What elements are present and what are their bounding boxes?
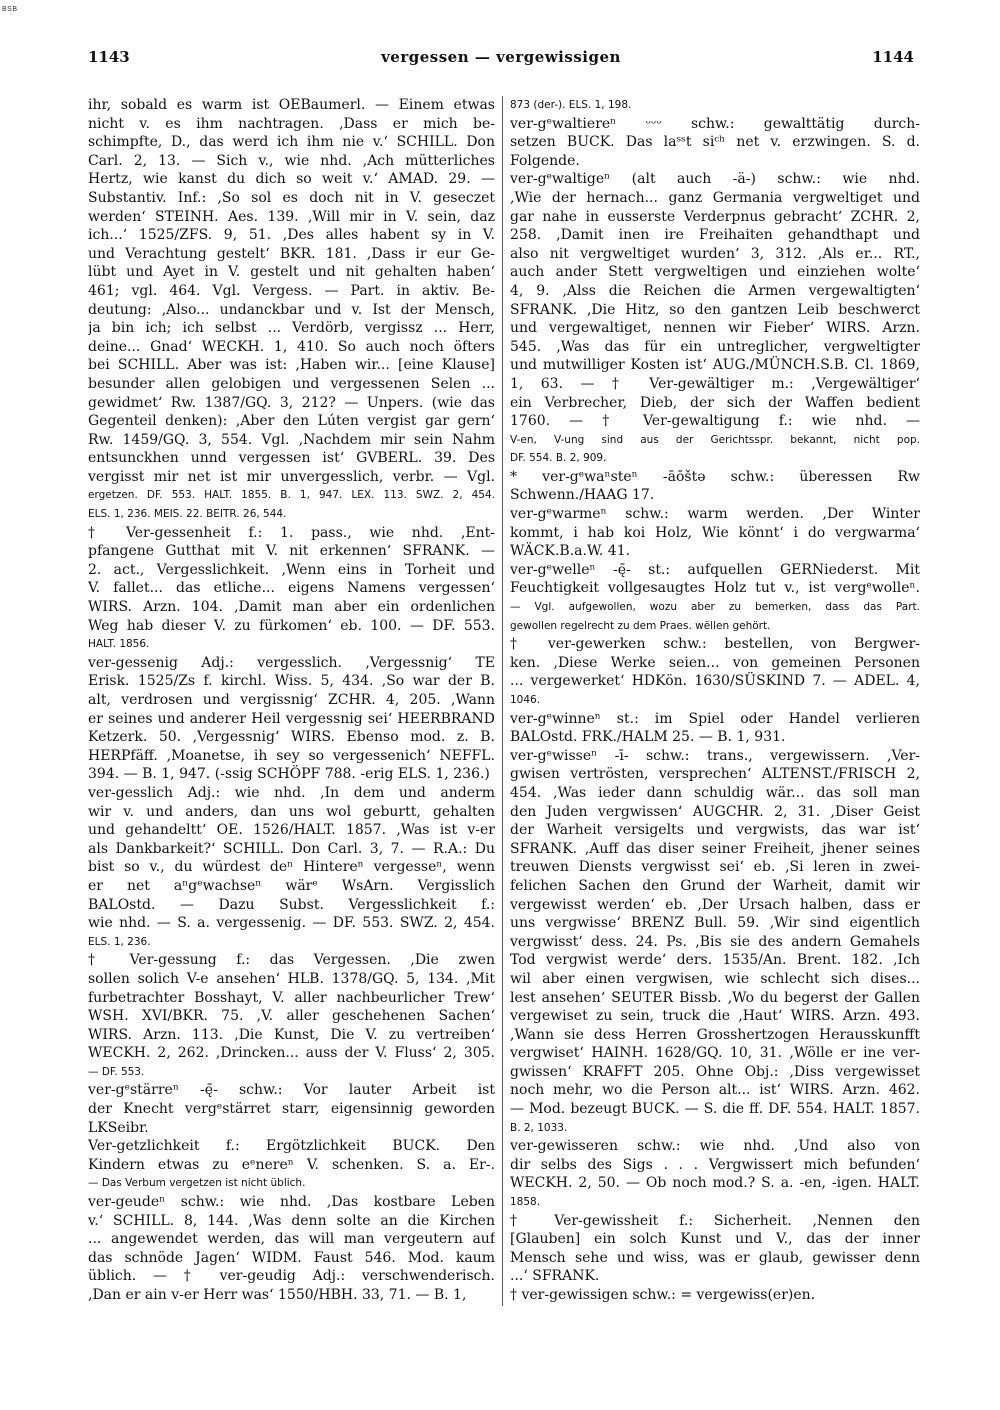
text-line: treuwen Diensts vergwisst sei‘ eb. ,Si leren in zwei- — [510, 859, 920, 876]
text-line: ver-gᵉwaltigeⁿ (alt auch -ä-) schw.: wie nhd. — [510, 171, 920, 188]
text-line: Ketzerk. 50. ,Vergessnig‘ WIRS. Ebenso mod. z. B. — [88, 729, 495, 746]
text-line: ver-gᵉwelleⁿ -ę̄- st.: aufquellen GERNiederst. Mit — [510, 561, 920, 578]
text-line: † ver-gewerken schw.: bestellen, von Bergwer- — [510, 636, 920, 653]
text-line: kommt, i hab koi Holz, Wie könnt‘ i do vergwarma‘ — [510, 524, 920, 541]
text-line: Ver-getzlichkeit f.: Ergötzlichkeit BUCK. Den — [88, 1138, 495, 1155]
text-line: alt, verdrosen und vergissnig‘ ZCHR. 4, 205. ,Wann — [88, 692, 495, 708]
text-line: er net aⁿgᵉwachseⁿ wärᵉ WsArn. Vergisslich — [88, 877, 495, 894]
text-line: besunder allen gelobigen und vergessenen Selen ... — [88, 375, 495, 392]
text-line: und gehandeltt‘ OE. 1526/HALT. 1857. ,Was ist v-er — [88, 822, 495, 839]
text-line: BALOstd. — Dazu Subst. Vergesslichkeit f.: — [88, 896, 495, 913]
text-line: HALT. 1856. — [88, 638, 150, 651]
text-line: vergewisst werden‘ eb. ,Der Ursach halben, dass er — [510, 896, 920, 913]
column-divider — [502, 96, 503, 1306]
text-line: ,Dan er ain v-er Herr was‘ 1550/HBH. 33, 71. — B. 1, — [88, 1287, 467, 1303]
text-line: schimpfte, D., das werd ich ihm nie v.‘ SCHILL. Don — [88, 134, 495, 151]
text-line: auch ander Stett vergweltigen und einziehen wolte‘ — [510, 264, 920, 281]
text-line: ELS. 1, 236. MEIS. 22. BEITR. 26, 544. — [88, 508, 287, 521]
text-line: HERPfäff. ,Moanetse, ih sey so vergessenich‘ NEFFL. — [88, 747, 495, 764]
text-line: ...‘ SFRANK. — [510, 1268, 600, 1285]
left-column — [88, 96, 495, 1305]
text-line: LKSeibr. — [88, 1119, 149, 1136]
text-line: wie nhd. — S. a. vergessenig. — DF. 553. SWZ. 2, 454. — [88, 915, 495, 932]
text-line: vergisst mir net ist mir unvergesslich, verbr. — Vgl. — [88, 468, 495, 485]
text-line: ihr, sobald es warm ist OEBaumerl. — Einem etwas — [88, 97, 495, 113]
text-line: Weg hab dieser V. zu fürkomen‘ eb. 100. — DF. 553. — [88, 617, 495, 634]
text-line: Tod vergwist werde‘ ders. 1535/An. Brent. 182. ,Ich — [510, 952, 920, 969]
text-line: wir v. und anders, dan uns wol geburtt, gehalten — [88, 803, 495, 820]
text-line: und Verachtung gestelt‘ BKR. 181. ,Dass ir eur Ge- — [88, 245, 495, 262]
text-line: ich...‘ 1525/ZFS. 9, 51. ,Des alles habent sy in V. — [88, 227, 495, 244]
text-line: DF. 554. B. 2, 909. — [510, 452, 607, 465]
text-line: uns vergwisse‘ BRENZ Bull. 59. ,Wir sind eigentlich — [510, 915, 920, 932]
text-line: also nit vergweltiget wurden‘ 3, 312. ,Als er... RT., — [510, 245, 920, 262]
text-line: den Juden vergwissen‘ AUGCHR. 2, 31. ,Diser Geist — [510, 803, 920, 820]
text-line: der Knecht vergᵉstärret starr, eigensinnig geworden — [88, 1101, 495, 1118]
text-line: deine... Gnad‘ WECKH. 1, 410. So auch noch öfters — [88, 338, 495, 355]
text-line: das schnöde Jagen‘ WIDM. Faust 546. Mod. kaum — [88, 1249, 495, 1266]
text-line: [Glauben] ein solch Kunst und V., das der inner — [510, 1231, 920, 1248]
text-line: lübt und Ayet in V. gestelt und nit gehalten haben‘ — [88, 264, 495, 281]
text-line: ken. ,Diese Werke seien... von gemeinen Personen — [510, 654, 920, 671]
text-line: Mensch sehe und wiss, was er glaub, gewisser denn — [510, 1249, 920, 1266]
running-title: vergessen — vergewissigen — [381, 48, 621, 66]
text-line: und mutwilliger Kosten ist‘ AUG./MÜNCH.S.B. Cl. 1869, — [510, 357, 920, 374]
text-line: WÄCK.B.a.W. 41. — [510, 543, 631, 560]
text-line: WSH. XVI/BKR. 75. ,V. aller geschehenen Sachen‘ — [88, 1008, 495, 1025]
text-line: SFRANK. ,Die Hitz, so den gantzen Leib beschwerct — [510, 301, 920, 318]
page-number-right: 1144 — [872, 48, 914, 66]
library-stamp: BSB — [2, 6, 18, 13]
text-line: Kindern etwas zu eᵉnereⁿ V. schenken. S. a. Er-. — [88, 1156, 495, 1173]
text-line: vergwisst‘ dess. 24. Ps. ,Bis sie des andern Gemahels — [510, 933, 920, 950]
text-line: vergewiset zu sein, truck die ‚Haut‘ WIRS. Arzn. 493. — [510, 1008, 920, 1025]
text-line: ein Verbrecher, Dieb, der sich der Waffen bedient — [510, 394, 920, 411]
text-line: 2. act., Vergesslichkeit. ,Wenn eins in Torheit und — [88, 561, 495, 578]
text-line: 461; vgl. 464. Vgl. Vergess. — Part. in aktiv. Be- — [88, 282, 495, 299]
text-line: bei SCHILL. Aber was ist: ,Haben wir... [eine Klause] — [88, 357, 495, 374]
text-line: † Ver-gessung f.: das Vergessen. ,Die zwen — [88, 952, 495, 969]
text-line: — Mod. bezeugt BUCK. — S. die ff. DF. 554. HALT. 1857. — [510, 1101, 920, 1118]
text-line: Substantiv. Inf.: ,So sol es doch nit in V. geseczet — [88, 189, 495, 206]
text-line: 4, 9. ,Alss die Reichen die Armen vergewaltigten‘ — [510, 282, 920, 299]
text-line: ver-geudeⁿ schw.: wie nhd. ,Das kostbare Leben — [88, 1194, 495, 1211]
text-line: ,Wann sie dess Herren Grosshertzogen Herausskunfft — [510, 1026, 920, 1043]
text-line: gewollen regelrecht zu dem Praes. wëllen gehört. — [510, 619, 771, 632]
text-line: gar nahe in eusserste Verderpnus gebracht‘ ZCHR. 2, — [510, 208, 920, 225]
text-line: ... vergewerket‘ HDKön. 1630/SÜSKIND 7. — ADEL. 4, — [510, 673, 920, 690]
page-number-left: 1143 — [88, 48, 130, 66]
text-line: WIRS. Arzn. 104. ,Damit man aber ein ordenlichen — [88, 599, 495, 616]
text-line: noch mehr, wo die Person alt... ist‘ WIRS. Arzn. 462. — [510, 1082, 920, 1099]
text-line: ja bin ich; ich selbst ... Verdörb, vergissz ... Herr, — [88, 320, 495, 337]
text-line: ver-gessenig Adj.: vergesslich. ,Vergessnig‘ TE — [88, 654, 495, 671]
text-line: B. 2, 1033. — [510, 1121, 568, 1134]
text-line: SFRANK. ,Auff das diser seiner Freiheit, jhener seines — [510, 840, 920, 857]
text-line: Hertz, wie kanst du dich so weit v.‘ AMAD. 29. — — [88, 171, 495, 188]
text-line: WECKH. 2, 50. — Ob noch mod.? S. a. -en, -igen. HALT. — [510, 1175, 920, 1192]
text-line: werden‘ STEINH. Aes. 139. ,Will mir in V. sein, daz — [88, 208, 495, 225]
text-line: dir selbs des Sigs . . . Vergwissert mich befunden‘ — [510, 1156, 920, 1173]
text-line: üblich. — † ver-geudig Adj.: verschwenderisch. — [88, 1268, 495, 1285]
text-line: ... angewendet werden, das will man vergeutern auf — [88, 1231, 495, 1248]
text-line: setzen BUCK. Das laˢˢt siᶜʰ net v. erzwingen. S. d. — [510, 134, 920, 151]
text-line: Folgende. — [510, 152, 580, 169]
text-line: felichen Sachen den Grund der Warheit, damit wir — [510, 877, 920, 894]
text-line: furbetrachter Bosshayt, V. aller nachbeurlicher Trew‘ — [88, 989, 495, 1006]
text-line: ELS. 1, 236. — [88, 935, 151, 948]
text-line: er seines und anderer Heil vergessnig sei‘ HEERBRAND — [88, 710, 495, 727]
text-line: 1, 63. — † Ver-gewältiger m.: ,Vergewältiger‘ — [510, 375, 920, 392]
text-line: vergwiset‘ HAINH. 1628/GQ. 10, 31. ,Wölle er ine ver- — [510, 1045, 920, 1062]
text-line: nicht v. es ihm nachtragen. ,Dass er mich be- — [88, 115, 495, 132]
text-line: ver-gᵉwinneⁿ st.: im Spiel oder Handel verlieren — [510, 710, 920, 727]
text-line: 1858. — [510, 1196, 541, 1209]
text-line: Rw. 1459/GQ. 3, 554. Vgl. ,Nachdem mir sein Nahm — [88, 431, 495, 448]
text-line: BALOstd. FRK./HALM 25. — B. 1, 931. — [510, 729, 786, 746]
text-line: 873 (der-). ELS. 1, 198. — [510, 99, 632, 111]
text-line: entsunckhen unnd vergessen ist‘ GVBERL. 39. Des — [88, 450, 495, 467]
text-line: 454. ,Was ieder dann schuldig wär... das soll man — [510, 784, 920, 801]
text-line: Erisk. 1525/Zs f. kirchl. Wiss. 5, 434. ,So war der B. — [88, 673, 495, 690]
text-line: WIRS. Arzn. 113. ,Die Kunst, Die V. zu vertreiben‘ — [88, 1026, 495, 1043]
text-line: als Dankbarkeit?‘ SCHILL. Don Carl. 3, 7. — R.A.: Du — [88, 840, 495, 857]
text-line: ergetzen. DF. 553. HALT. 1855. B. 1, 947. LEX. 113. SWZ. 2, 454. — [88, 489, 495, 502]
text-line: † Ver-gewissheit f.: Sicherheit. ,Nennen den — [510, 1212, 920, 1229]
text-line: Feuchtigkeit vollgesaugtes Holz tut v., ist vergᵉwolleⁿ. — [510, 580, 920, 597]
text-line: — Das Verbum vergetzen ist nicht üblich. — [88, 1177, 306, 1190]
text-line: V. fallet... das etliche... eigens Namens vergessen‘ — [88, 580, 495, 597]
text-line: pfangene Gutthat mit V. nit erkennen‘ SFRANK. — — [88, 543, 495, 560]
text-line: * ver-gᵉwaⁿsteⁿ -āōštə schw.: überessen Rw — [510, 468, 920, 485]
page-header — [88, 48, 914, 72]
text-line: lest ansehen‘ SEUTER Bissb. ,Wo du begerst der Gallen — [510, 989, 920, 1006]
text-line: und vergewaltiget, nennen wir Fieber‘ WIRS. Arzn. — [510, 320, 920, 337]
text-line: — DF. 553. — [88, 1065, 145, 1078]
text-line: v.‘ SCHILL. 8, 144. ,Was denn solte an die Kirchen — [88, 1212, 495, 1229]
text-line: Carl. 2, 13. — Sich v., wie nhd. ,Ach mütterliches — [88, 152, 495, 169]
text-line: 1046. — [510, 694, 541, 706]
text-line: V-en, V-ung sind aus der Gerichtsspr. bekannt, nicht pop. — [510, 433, 920, 446]
text-line: ver-gᵉwarmeⁿ schw.: warm werden. ,Der Winter — [510, 506, 920, 523]
text-line: gwisen vertrösten, versprechen‘ ALTENST./FRISCH 2, — [510, 766, 920, 783]
text-line: gwissen‘ KRAFFT 205. Ohne Obj.: ,Diss vergewisset — [510, 1063, 920, 1080]
text-line: † ver-gewissigen schw.: = vergewiss(er)en. — [510, 1287, 816, 1303]
text-line: deutung: ,Also... undanckbar und v. Ist der Mensch, — [88, 301, 495, 318]
text-line: Gegenteil denken): ,Aber den Lúten vergist gar gern‘ — [88, 413, 495, 430]
text-line: — Vgl. aufgewollen, wozu aber zu bemerken, dass das Part. — [510, 601, 920, 614]
text-line: ver-gᵉstärreⁿ -ę̄- schw.: Vor lauter Arbeit ist — [88, 1082, 495, 1099]
text-line: sollen solich V-e ansehen‘ HLB. 1378/GQ. 5, 134. ,Mit — [88, 970, 495, 987]
text-line: ver-gᵉwisseⁿ -ī- schw.: trans., vergewissern. ,Ver- — [510, 747, 920, 764]
text-line: ,Wie der hernach... ganz Germania vergweltiget und — [510, 189, 920, 206]
text-line: Schwenn./HAAG 17. — [510, 487, 655, 504]
text-line: gewidmet‘ Rw. 1387/GQ. 3, 212? — Unpers. (wie das — [88, 394, 495, 411]
text-line: wil aber einen vergwisen, wie schlecht sich dises... — [510, 970, 920, 987]
text-line: 545. ,Was das für ein untreglicher, vergweltigter — [510, 338, 920, 355]
text-line: 258. ,Damit inen ire Freihaiten gehandthapt und — [510, 227, 920, 244]
text-line: † Ver-gessenheit f.: 1. pass., wie nhd. ,Ent- — [88, 524, 495, 541]
text-line: WECKH. 2, 262. ,Drincken... auss der V. Fluss‘ 2, 305. — [88, 1045, 495, 1062]
text-line: der Warheit versigelts und vergwists, das war ist‘ — [510, 822, 920, 839]
text-line: 1760. — † Ver-gewaltigung f.: wie nhd. — — [510, 413, 920, 430]
text-line: ver-gᵉwaltiereⁿ ᵕᵕᵕ schw.: gewalttätig durch- — [510, 115, 920, 132]
text-line: ver-gesslich Adj.: wie nhd. ,In dem und anderm — [88, 784, 495, 801]
text-line: bist so v., du würdest deⁿ Hintereⁿ vergesseⁿ, wenn — [88, 859, 495, 876]
text-line: ver-gewisseren schw.: wie nhd. ,Und also von — [510, 1138, 920, 1155]
right-column — [510, 96, 920, 1305]
text-line: 394. — B. 1, 947. (-ssig SCHÖPF 788. -erig ELS. 1, 236.) — [88, 766, 490, 783]
